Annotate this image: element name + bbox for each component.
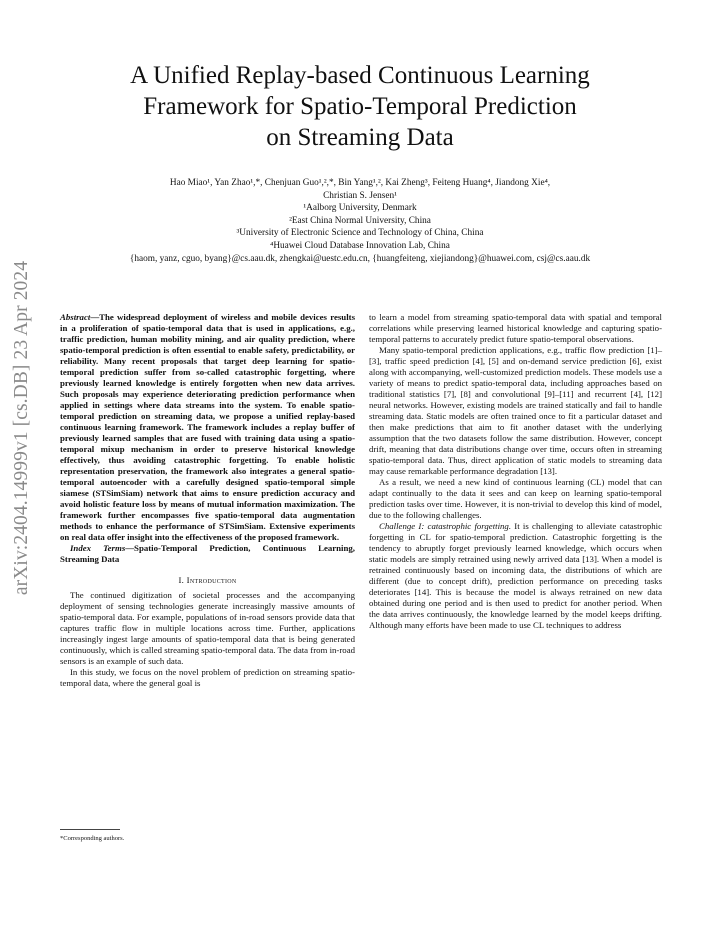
index-terms (60, 543, 355, 565)
footnote-corresponding-authors: *Corresponding authors. (60, 835, 125, 842)
title-line-2: Framework for Spatio-Temporal Prediction (143, 93, 577, 120)
abstract-text: —The widespread deployment of wireless and mobile devices results in a proliferation of spatio-temporal data that is used in applications, e.g., traffic prediction, human mobility mining, and air quality prediction, where spatio-temporal prediction is often essential to enable safety, predictability, or reliability. Many recent proposals that target deep learning for spatio-temporal prediction suffer from so-called catastrophic forgetting, where previously learned knowledge is entirely forgotten when new data arrives. Such proposals may experience deteriorating prediction performance when applied in settings where data streams into the system. To enable spatio-temporal prediction on streaming data, we propose a unified replay-based continuous learning framework. The framework includes a replay buffer of previously learned samples that are fused with training data using a spatio-temporal mixup mechanism in order to preserve historical knowledge effectively, thus avoiding catastrophic forgetting. To enable holistic representation preservation, the framework also integrates a general spatio-temporal autoencoder with a carefully designed spatio-temporal simple siamese (STSimSiam) network that aims to ensure prediction accuracy and avoid holistic feature loss by means of mutual information maximization. The framework further encompasses five spatio-temporal data augmentation methods to enhance the performance of STSimSiam. Extensive experiments on real data offer insight into the effectiveness of the proposed framework. (60, 312, 355, 542)
arxiv-identifier-stamp (8, 248, 36, 608)
abstract-label: Abstract (60, 312, 91, 322)
author-list-line-1: Hao Miao¹, Yan Zhao¹,*, Chenjuan Guo¹,²,*, Bin Yang¹,², Kai Zheng³, Feiteng Huang⁴, Jiandong Xie⁴, (169, 178, 551, 188)
intro-paragraph-3: Many spatio-temporal prediction applications, e.g., traffic flow prediction [1]–[3], traffic speed prediction [4], [5] and on-demand service prediction [6], exist along with accompanying, well-customized prediction models. These models use a variety of means to predict spatio-temporal data, including approaches based on traditional statistics [7], [8] and convolutional [9]–[11] and recurrent [4], [12] neural networks. However, existing models are trained statically and fail to handle streaming data. Static models are often trained once to fit a particular dataset and then make predictions that aim to fit another dataset with the underlying assumption that the two datasets follow the same distribution. However, concept drift, meaning that data distributions change over time, occurs often in streaming spatio-temporal data. Thus, direct application of static models to streaming data may cause remarkable performance degradation [13]. (369, 345, 662, 476)
right-column (369, 312, 662, 631)
abstract (60, 312, 355, 543)
intro-paragraph-4: As a result, we need a new kind of continuous learning (CL) model that can adapt continually to the data it sees and can keep on learning spatio-temporal prediction tasks over time. However, it is non-trivial to develop this kind of model, due to the following challenges. (369, 477, 662, 520)
footnote-divider (60, 829, 120, 830)
challenge-1-label: Challenge I: catastrophic forgetting. (379, 521, 512, 531)
intro-paragraph-1: The continued digitization of societal processes and the accompanying deployment of sensing technologies generate increasingly massive amounts of spatio-temporal data. For example, populations of in-road sensors provide data that captures traffic flow in multiple locations across time. Further, applications increasingly ingest large amounts of spatio-temporal data that is being generated continuously, which is called streaming spatio-temporal data. The data from in-road sensors is an example of such data. (60, 590, 355, 666)
author-emails: {haom, yanz, cguo, byang}@cs.aau.dk, zhengkai@uestc.edu.cn, {huangfeiteng, xiejiandong}@huawei.com, csj@cs.aau.dk (129, 253, 591, 264)
arxiv-identifier-text: arXiv:2404.14999v1 [cs.DB] 23 Apr 2024 (11, 260, 32, 596)
index-terms-text: —Spatio-Temporal Prediction, Continuous Learning, Streaming Data (60, 543, 355, 564)
affiliation-1: ¹Aalborg University, Denmark (303, 203, 417, 214)
section-heading-introduction: I. Introduction (178, 575, 237, 585)
title-line-3: on Streaming Data (266, 124, 454, 151)
intro-paragraph-2: In this study, we focus on the novel problem of prediction on streaming spatio-temporal data, where the general goal is (60, 667, 355, 688)
author-list-line-2: Christian S. Jensen¹ (323, 190, 397, 201)
author-block (70, 177, 650, 265)
title-line-1: A Unified Replay-based Continuous Learning (130, 62, 590, 89)
left-column (60, 312, 355, 689)
affiliation-3: ³University of Electronic Science and Technology of China, China (236, 228, 484, 239)
challenge-1-paragraph (369, 521, 662, 631)
affiliation-4: ⁴Huawei Cloud Database Innovation Lab, China (270, 240, 450, 251)
challenge-1-text: It is challenging to alleviate catastrophic forgetting in CL for spatio-temporal prediction. Catastrophic forgetting is the tendency to abruptly forget previously learned knowledge, which occurs when static models are simply retrained using newly arrived data [13]. When a model is retrained continuously based on incoming data, the distributions of which are different (due to concept drift), prediction performance on preceding tasks deteriorates [14]. This is because the model is always retrained on new data obtained during one period and is then used to predict for another period. When the data arrives continuously, the knowledge learned by the model keeps drifting. Although many efforts have been made to use CL techniques to address (369, 521, 663, 630)
intro-paragraph-continued: to learn a model from streaming spatio-temporal data with spatial and temporal correlations while preserving learned historical knowledge and capturing spatio-temporal patterns to accurately predict future spatio-temporal observations. (369, 312, 662, 344)
paper-title (70, 60, 650, 153)
index-terms-label: Index Terms (70, 543, 126, 553)
affiliation-2: ²East China Normal University, China (289, 215, 431, 226)
